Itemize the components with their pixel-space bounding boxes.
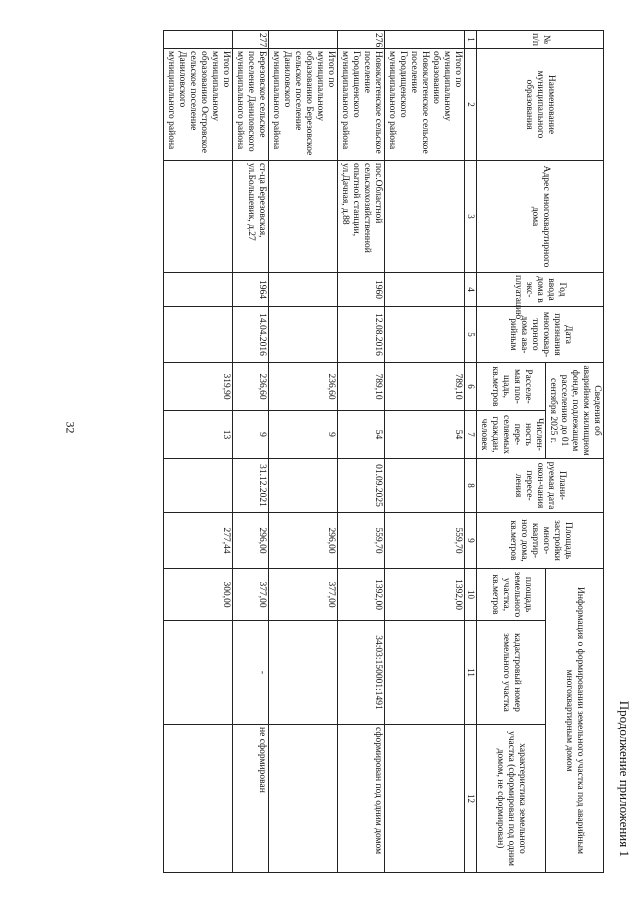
cell-land-char bbox=[269, 725, 338, 873]
cell-land-area: 377,00 bbox=[269, 569, 338, 621]
cell-year: 1964 bbox=[233, 273, 269, 307]
cell-area: 236,60 bbox=[233, 363, 269, 411]
cell-year: 1960 bbox=[338, 273, 385, 307]
cell-built-area: 296,00 bbox=[233, 513, 269, 569]
page-number: 32 bbox=[63, 421, 78, 434]
cell-people: 9 bbox=[269, 411, 338, 459]
header-date: Дата признания многоквар-тирного дома ава-рийным bbox=[477, 307, 604, 363]
col-number: 7 bbox=[465, 411, 477, 459]
cell-land-area: 1392,00 bbox=[385, 569, 465, 621]
cell-year bbox=[164, 273, 233, 307]
cell-people: 9 bbox=[233, 411, 269, 459]
col-number: 9 bbox=[465, 513, 477, 569]
cell-built-area: 296,00 bbox=[269, 513, 338, 569]
header-group-land: Информация о формировании земельного участка под аварийным многоквартирным домом bbox=[546, 569, 604, 873]
cell-plan-date bbox=[385, 459, 465, 513]
cell-land-char bbox=[164, 725, 233, 873]
cell-land-area: 377,00 bbox=[233, 569, 269, 621]
cell-date bbox=[269, 307, 338, 363]
col-number: 10 bbox=[465, 569, 477, 621]
cell-land-char: сформирован под одним домом bbox=[338, 725, 385, 873]
cell-plan-date: 01.09.2025 bbox=[338, 459, 385, 513]
cell-cadastral: 34:03:150001:1491 bbox=[338, 621, 385, 725]
col-number: 3 bbox=[465, 161, 477, 273]
cell-plan-date: 31.12.2021 bbox=[233, 459, 269, 513]
cell-plan-date bbox=[269, 459, 338, 513]
table-row-total bbox=[164, 31, 233, 873]
header-group-emergency: Сведения об аварийном жилищном фонде, подлежащем расселению до 01 сентября 2025 г. bbox=[546, 363, 604, 459]
table-row bbox=[233, 31, 269, 873]
header-row-1 bbox=[546, 31, 604, 873]
col-number: 6 bbox=[465, 363, 477, 411]
cell-people: 54 bbox=[385, 411, 465, 459]
cell-date bbox=[385, 307, 465, 363]
cell-area: 789,10 bbox=[338, 363, 385, 411]
col-number: 8 bbox=[465, 459, 477, 513]
cell-land-char: не сформирован bbox=[233, 725, 269, 873]
cell-built-area: 559,70 bbox=[338, 513, 385, 569]
header-name: Наименование муниципального образования bbox=[477, 49, 604, 161]
resettlement-table bbox=[163, 30, 604, 873]
cell-land-char bbox=[385, 725, 465, 873]
cell-address: пос.Областной сельскохозяйственной опытной станции, ул.Дачная, д.88 bbox=[338, 161, 385, 273]
cell-no: 277. bbox=[233, 31, 269, 49]
cell-cadastral bbox=[164, 621, 233, 725]
cell-name: Итого по муниципальному образованию Березовское сельское поселение Даниловского муниципального района bbox=[269, 49, 338, 161]
cell-address bbox=[385, 161, 465, 273]
header-address: Адрес многоквартирного дома bbox=[477, 161, 604, 273]
cell-name: Новоклетенское сельское поселение Городищенского муниципального района bbox=[338, 49, 385, 161]
cell-cadastral bbox=[385, 621, 465, 725]
header-built-area: Площадь застройки много-квартир-ного дома, кв.метров bbox=[477, 513, 604, 569]
header-land-char: характеристика земельного участка (сформирован под одним домом, не сформирован) bbox=[477, 725, 546, 873]
header-no: № п/п bbox=[477, 31, 604, 49]
cell-land-area: 1392,00 bbox=[338, 569, 385, 621]
cell-no: 276. bbox=[338, 31, 385, 49]
header-cadastral: кадастровый номер земельного участка bbox=[477, 621, 546, 725]
cell-year bbox=[269, 273, 338, 307]
col-number: 4 bbox=[465, 273, 477, 307]
col-number: 5 bbox=[465, 307, 477, 363]
continuation-caption: Продолжение приложения 1 bbox=[617, 700, 632, 857]
header-year: Год ввода дома в экс-плуатацию bbox=[477, 273, 604, 307]
cell-no bbox=[164, 31, 233, 49]
cell-cadastral bbox=[269, 621, 338, 725]
cell-no bbox=[269, 31, 338, 49]
cell-built-area: 559,70 bbox=[385, 513, 465, 569]
cell-plan-date bbox=[164, 459, 233, 513]
cell-cadastral: - bbox=[233, 621, 269, 725]
col-number: 11 bbox=[465, 621, 477, 725]
cell-date: 14.04.2016 bbox=[233, 307, 269, 363]
cell-land-area: 300,00 bbox=[164, 569, 233, 621]
table-row-total bbox=[385, 31, 465, 873]
cell-people: 13 bbox=[164, 411, 233, 459]
header-land-area: площадь земельного участка, кв.метров bbox=[477, 569, 546, 621]
cell-date: 12.08.2016 bbox=[338, 307, 385, 363]
column-number-row bbox=[465, 31, 477, 873]
cell-address bbox=[164, 161, 233, 273]
cell-people: 54 bbox=[338, 411, 385, 459]
cell-name: Итого по муниципальному образованию Островское сельское поселение Даниловского муниципального района bbox=[164, 49, 233, 161]
cell-date bbox=[164, 307, 233, 363]
cell-name: Березовское сельское поселение Даниловского муниципального района bbox=[233, 49, 269, 161]
header-area-resettle: Расселе-мая пло-щадь, кв.метров bbox=[477, 363, 546, 411]
table-row-total bbox=[269, 31, 338, 873]
cell-area: 789,10 bbox=[385, 363, 465, 411]
col-number: 12 bbox=[465, 725, 477, 873]
table-row bbox=[338, 31, 385, 873]
cell-no bbox=[385, 31, 465, 49]
cell-name: Итого по муниципальному образованию Новоклетенское сельское поселение Городищенского муниципального района bbox=[385, 49, 465, 161]
cell-year bbox=[385, 273, 465, 307]
col-number: 2 bbox=[465, 49, 477, 161]
cell-built-area: 277,44 bbox=[164, 513, 233, 569]
header-plan-date: Плани-руемая дата окон-чания пересе-ления bbox=[477, 459, 604, 513]
cell-address bbox=[269, 161, 338, 273]
cell-address: ст-ца Березовская, ул.Большевик, д.27 bbox=[233, 161, 269, 273]
col-number: 1 bbox=[465, 31, 477, 49]
cell-area: 319,90 bbox=[164, 363, 233, 411]
cell-area: 236,60 bbox=[269, 363, 338, 411]
header-people: Числен-ность пере-селяемых граждан, человек bbox=[477, 411, 546, 459]
